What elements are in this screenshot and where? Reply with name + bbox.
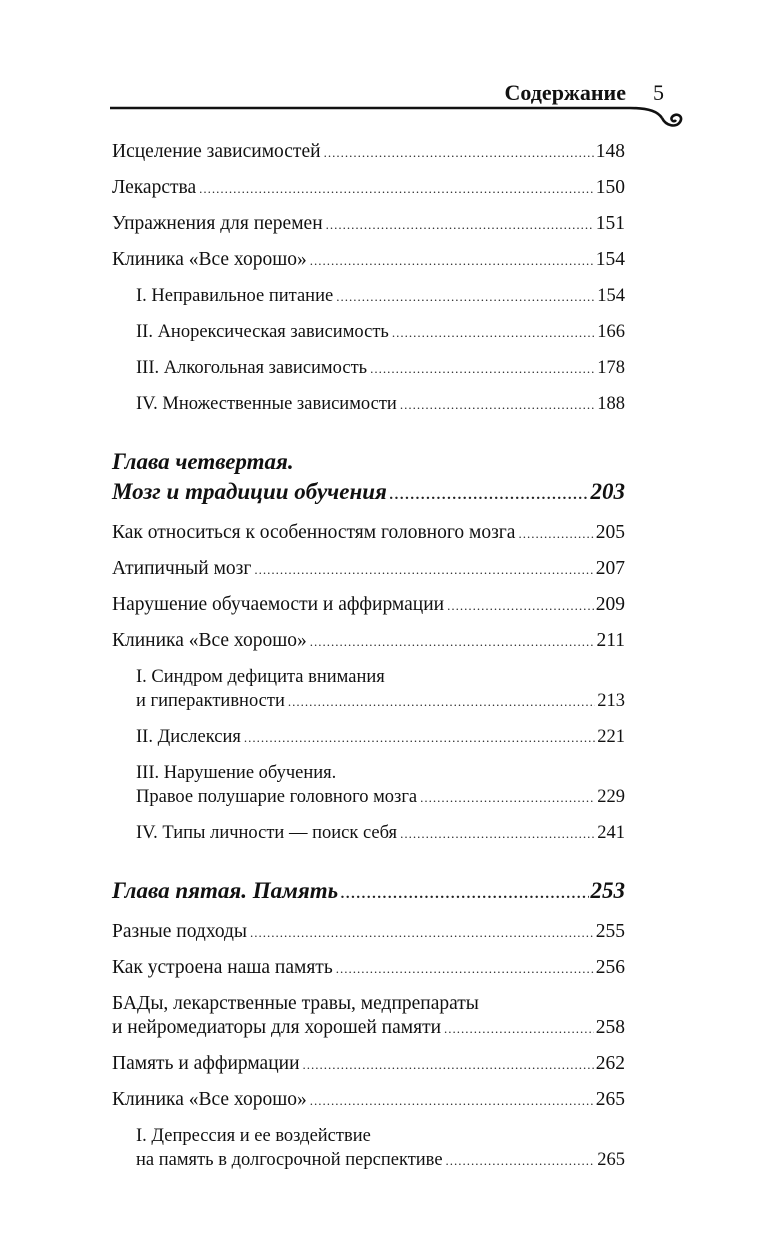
page-number: 151 (595, 213, 625, 234)
page-number: 253 (590, 878, 625, 903)
toc-subentry[interactable]: I. Депрессия и ее воздействие на память в долгосрочной перспективе ..... 265 (112, 1124, 625, 1173)
header-rule-ornament (110, 104, 688, 134)
toc-entry[interactable]: БАДы, лекарственные травы, медпрепараты и нейромедиаторы для хорошей памяти ..... 258 (112, 992, 625, 1041)
toc-subentry[interactable]: III. Алкогольная зависимость ..... 178 (112, 356, 625, 381)
page-number: 178 (597, 358, 625, 378)
page-number: 265 (595, 1089, 625, 1110)
page-number: 148 (595, 141, 625, 162)
chapter-title: Глава пятая. Память (112, 878, 339, 903)
toc-subentry[interactable]: I. Неправильное питание ..... 154 (112, 284, 625, 309)
toc-entry[interactable]: Нарушение обучаемости и аффирмации ..... 209 (112, 593, 625, 618)
page-number: 258 (595, 1017, 625, 1038)
page-number: 213 (597, 691, 625, 711)
page-number: 154 (597, 286, 625, 306)
toc-entry[interactable]: Клиника «Все хорошо» ..... 265 (112, 1088, 625, 1113)
toc-entry[interactable]: Упражнения для перемен ..... 151 (112, 212, 625, 237)
toc-entry[interactable]: Разные подходы ..... 255 (112, 920, 625, 945)
page-number: 188 (597, 394, 625, 414)
page-number: 203 (590, 479, 625, 504)
page-number: 207 (595, 558, 625, 579)
page-number: 154 (595, 249, 625, 270)
toc-entry[interactable]: Как устроена наша память ..... 256 (112, 956, 625, 981)
page-number: 205 (595, 522, 625, 543)
chapter-title-line2: Мозг и традиции обучения (112, 479, 387, 504)
header-page-number: 5 (653, 80, 664, 105)
toc-entry[interactable]: Лекарства ..... 150 (112, 176, 625, 201)
toc-subentry[interactable]: IV. Типы личности — поиск себя ..... 241 (112, 821, 625, 846)
toc-subentry[interactable]: II. Анорексическая зависимость ..... 166 (112, 320, 625, 345)
page-number: 241 (597, 823, 625, 843)
page-number: 166 (597, 322, 625, 342)
chapter-title-line1: Глава четвертая. (112, 449, 294, 474)
toc-subentry[interactable]: III. Нарушение обучения. Правое полушарие головного мозга ..... 229 (112, 761, 625, 810)
toc-entry[interactable]: Исцеление зависимостей ..... 148 (112, 140, 625, 165)
page-number: 229 (597, 787, 625, 807)
page-number: 265 (597, 1150, 625, 1170)
page-number: 256 (595, 957, 625, 978)
running-header (110, 78, 670, 138)
toc-subentry[interactable]: I. Синдром дефицита внимания и гиперактивности ..... 213 (112, 665, 625, 714)
page-number: 255 (595, 921, 625, 942)
chapter-heading[interactable] (112, 876, 625, 909)
toc-entry[interactable]: Память и аффирмации ..... 262 (112, 1052, 625, 1077)
toc-subentry[interactable]: IV. Множественные зависимости ..... 188 (112, 392, 625, 417)
page-number: 221 (597, 727, 625, 747)
header-title: Содержание (504, 80, 626, 105)
toc-subentry[interactable]: II. Дислексия ..... 221 (112, 725, 625, 750)
toc-entry[interactable]: Атипичный мозг ..... 207 (112, 557, 625, 582)
page-number: 150 (595, 177, 625, 198)
page-number: 211 (596, 630, 625, 651)
page-number: 209 (595, 594, 625, 615)
chapter-heading[interactable] (112, 447, 625, 510)
toc-entry[interactable]: Клиника «Все хорошо» ..... 154 (112, 248, 625, 273)
toc-entry[interactable]: Как относиться к особенностям головного мозга ..... 205 (112, 521, 625, 546)
toc-entry[interactable]: Клиника «Все хорошо» ..... 211 (112, 629, 625, 654)
table-of-contents (112, 140, 625, 1173)
page-number: 262 (595, 1053, 625, 1074)
